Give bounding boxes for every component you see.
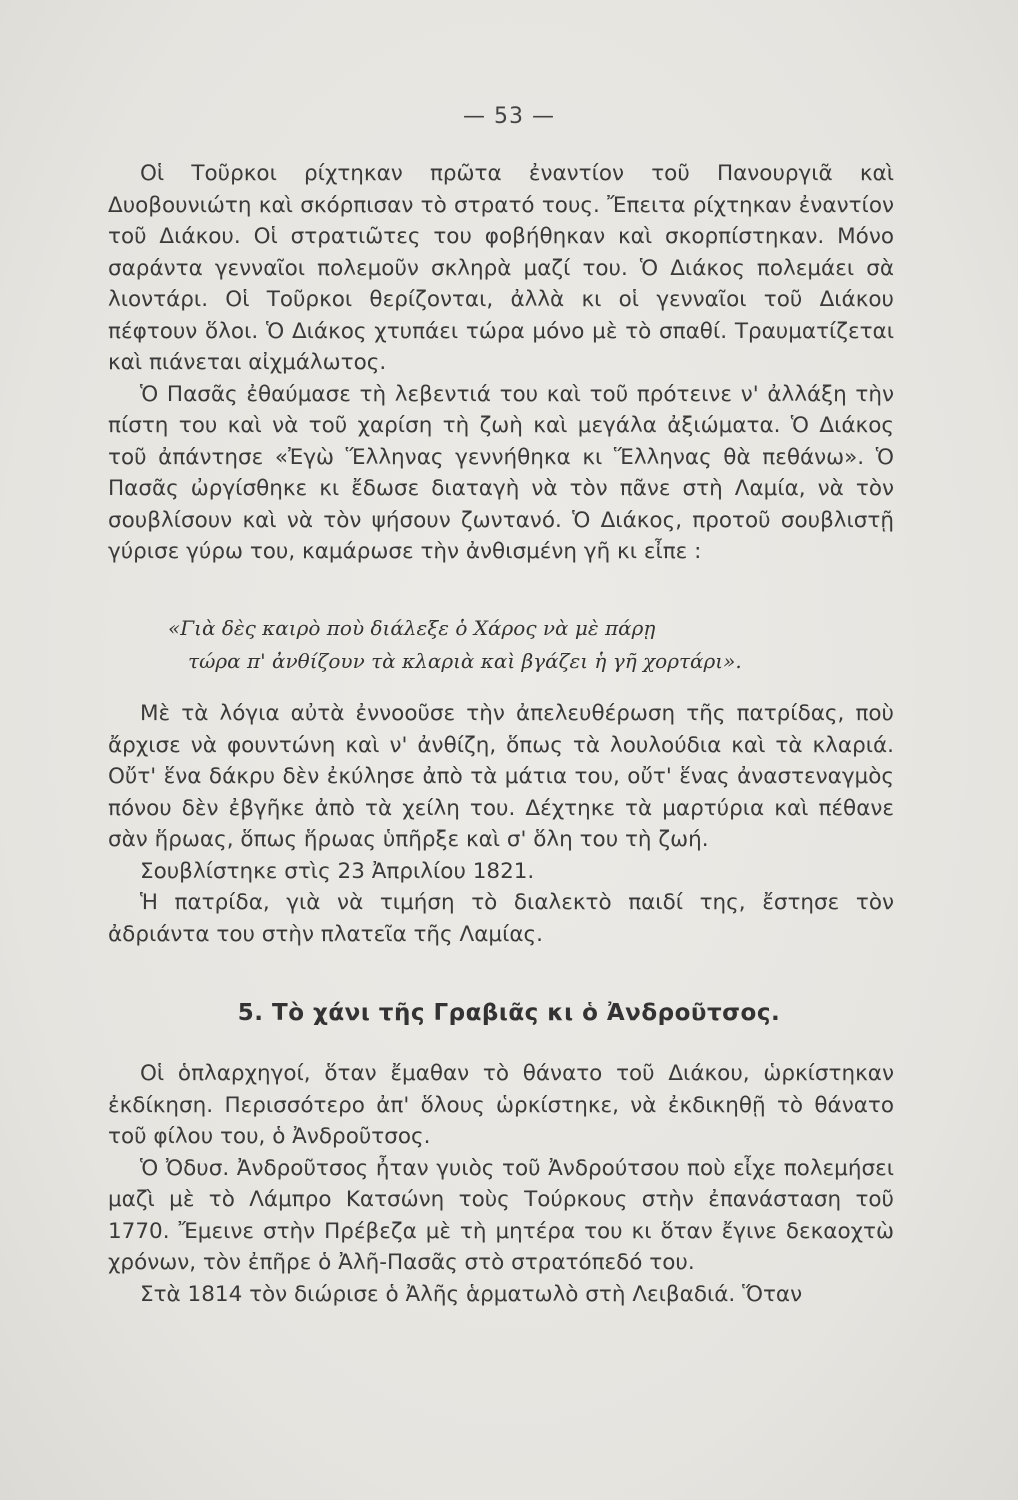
section-heading: 5. Τὸ χάνι τῆς Γραβιᾶς κι ὁ Ἀνδροῦτσος. [237, 1000, 781, 1026]
paragraph: Οἱ ὁπλαρχηγοί, ὅταν ἔμαθαν τὸ θάνατο τοῦ Διάκου, ὡρκίστηκαν ἐκδίκηση. Περισσότερο ἀπ' ὅλους ὡρκίστηκε, νὰ ἐκδικηθῇ τὸ θάνατο τοῦ φίλου του, ὁ Ἀνδροῦτσος. [108, 1061, 894, 1149]
verse-line: τώρα π' ἀνθίζουν τὰ κλαριὰ καὶ βγάζει ἡ γῆ χορτάρι». [188, 649, 742, 673]
paragraph: Ὁ Πασᾶς ἐθαύμασε τὴ λεβεντιά του καὶ τοῦ πρότεινε ν' ἀλλάξη τὴν πίστη του καὶ νὰ τοῦ χαρίση τὴ ζωὴ καὶ μεγάλα ἀξιώματα. Ὁ Διάκος τοῦ ἀπάντησε «Ἐγὼ Ἕλληνας γεννήθηκα κι Ἕλληνας θὰ πεθάνω». Ὁ Πασᾶς ὠργίσθηκε κι ἔδωσε διαταγὴ νὰ τὸν πᾶνε στὴ Λαμία, νὰ τὸν σουβλίσουν καὶ νὰ τὸν ψήσουν ζωντανό. Ὁ Διάκος, προτοῦ σουβλιστῇ γύρισε γύρω του, καμάρωσε τὴν ἀνθισμένη γῆ κι εἶπε : [108, 381, 894, 564]
text-block-middle [108, 698, 894, 950]
paragraph: Ἡ πατρίδα, γιὰ νὰ τιμήση τὸ διαλεκτὸ παιδί της, ἔστησε τὸν ἀδριάντα του στὴν πλατεῖα τῆς Λαμίας. [108, 890, 894, 947]
verse-line: «Γιὰ δὲς καιρὸ ποὺ διάλεξε ὁ Χάρος νὰ μὲ πάρῃ [168, 616, 656, 640]
paragraph: Στὰ 1814 τὸν διώρισε ὁ Ἀλῆς ἁρματωλὸ στὴ Λειβαδιά. Ὅταν [140, 1281, 803, 1307]
paragraph: Ὁ Ὀδυσ. Ἀνδροῦτσος ἦταν γυιὸς τοῦ Ἀνδρούτσου ποὺ εἶχε πολεμήσει μαζὶ μὲ τὸ Λάμπρο Κατσώνη τοὺς Τούρκους στὴν ἐπανάσταση τοῦ 1770. Ἔμεινε στὴν Πρέβεζα μὲ τὴ μητέρα του κι ὅταν ἔγινε δεκαοχτὼ χρόνων, τὸν ἐπῆρε ὁ Ἀλῆ-Πασᾶς στὸ στρατόπεδό του. [108, 1155, 894, 1275]
paragraph: Σουβλίστηκε στὶς 23 Ἀπριλίου 1821. [140, 858, 535, 884]
verse-quote [168, 612, 858, 678]
text-block-top [108, 158, 894, 568]
paragraph: Οἱ Τοῦρκοι ρίχτηκαν πρῶτα ἐναντίον τοῦ Πανουργιᾶ καὶ Δυοβουνιώτη καὶ σκόρπισαν τὸ στρατό τους. Ἔπειτα ρίχτηκαν ἐναντίον τοῦ Διάκου. Οἱ στρατιῶτες του φοβήθηκαν καὶ σκορπίστηκαν. Μόνο σαράντα γενναῖοι πολεμοῦν σκληρὰ μαζί του. Ὁ Διάκος πολεμάει σὰ λιοντάρι. Οἱ Τοῦρκοι θερίζονται, ἀλλὰ κι οἱ γενναῖοι τοῦ Διάκου πέφτουν ὅλοι. Ὁ Διάκος χτυπάει τώρα μόνο μὲ τὸ σπαθί. Τραυματίζεται καὶ πιάνεται αἰχμάλωτος. [108, 161, 894, 375]
page-number: — 53 — [463, 104, 555, 129]
paragraph: Μὲ τὰ λόγια αὐτὰ ἐννοοῦσε τὴν ἀπελευθέρωση τῆς πατρίδας, ποὺ ἄρχισε νὰ φουντώνη καὶ ν' ἀνθίζη, ὅπως τὰ λουλούδια καὶ τὰ κλαριά. Οὔτ' ἕνα δάκρυ δὲν ἐκύλησε ἀπὸ τὰ μάτια του, οὔτ' ἕνας ἀναστεναγμὸς πόνου δὲν ἐβγῆκε ἀπὸ τὰ χείλη του. Δέχτηκε τὰ μαρτύρια καὶ πέθανε σὰν ἥρωας, ὅπως ἥρωας ὑπῆρξε καὶ σ' ὅλη του τὴ ζωή. [108, 701, 894, 852]
text-block-bottom [108, 1058, 894, 1310]
